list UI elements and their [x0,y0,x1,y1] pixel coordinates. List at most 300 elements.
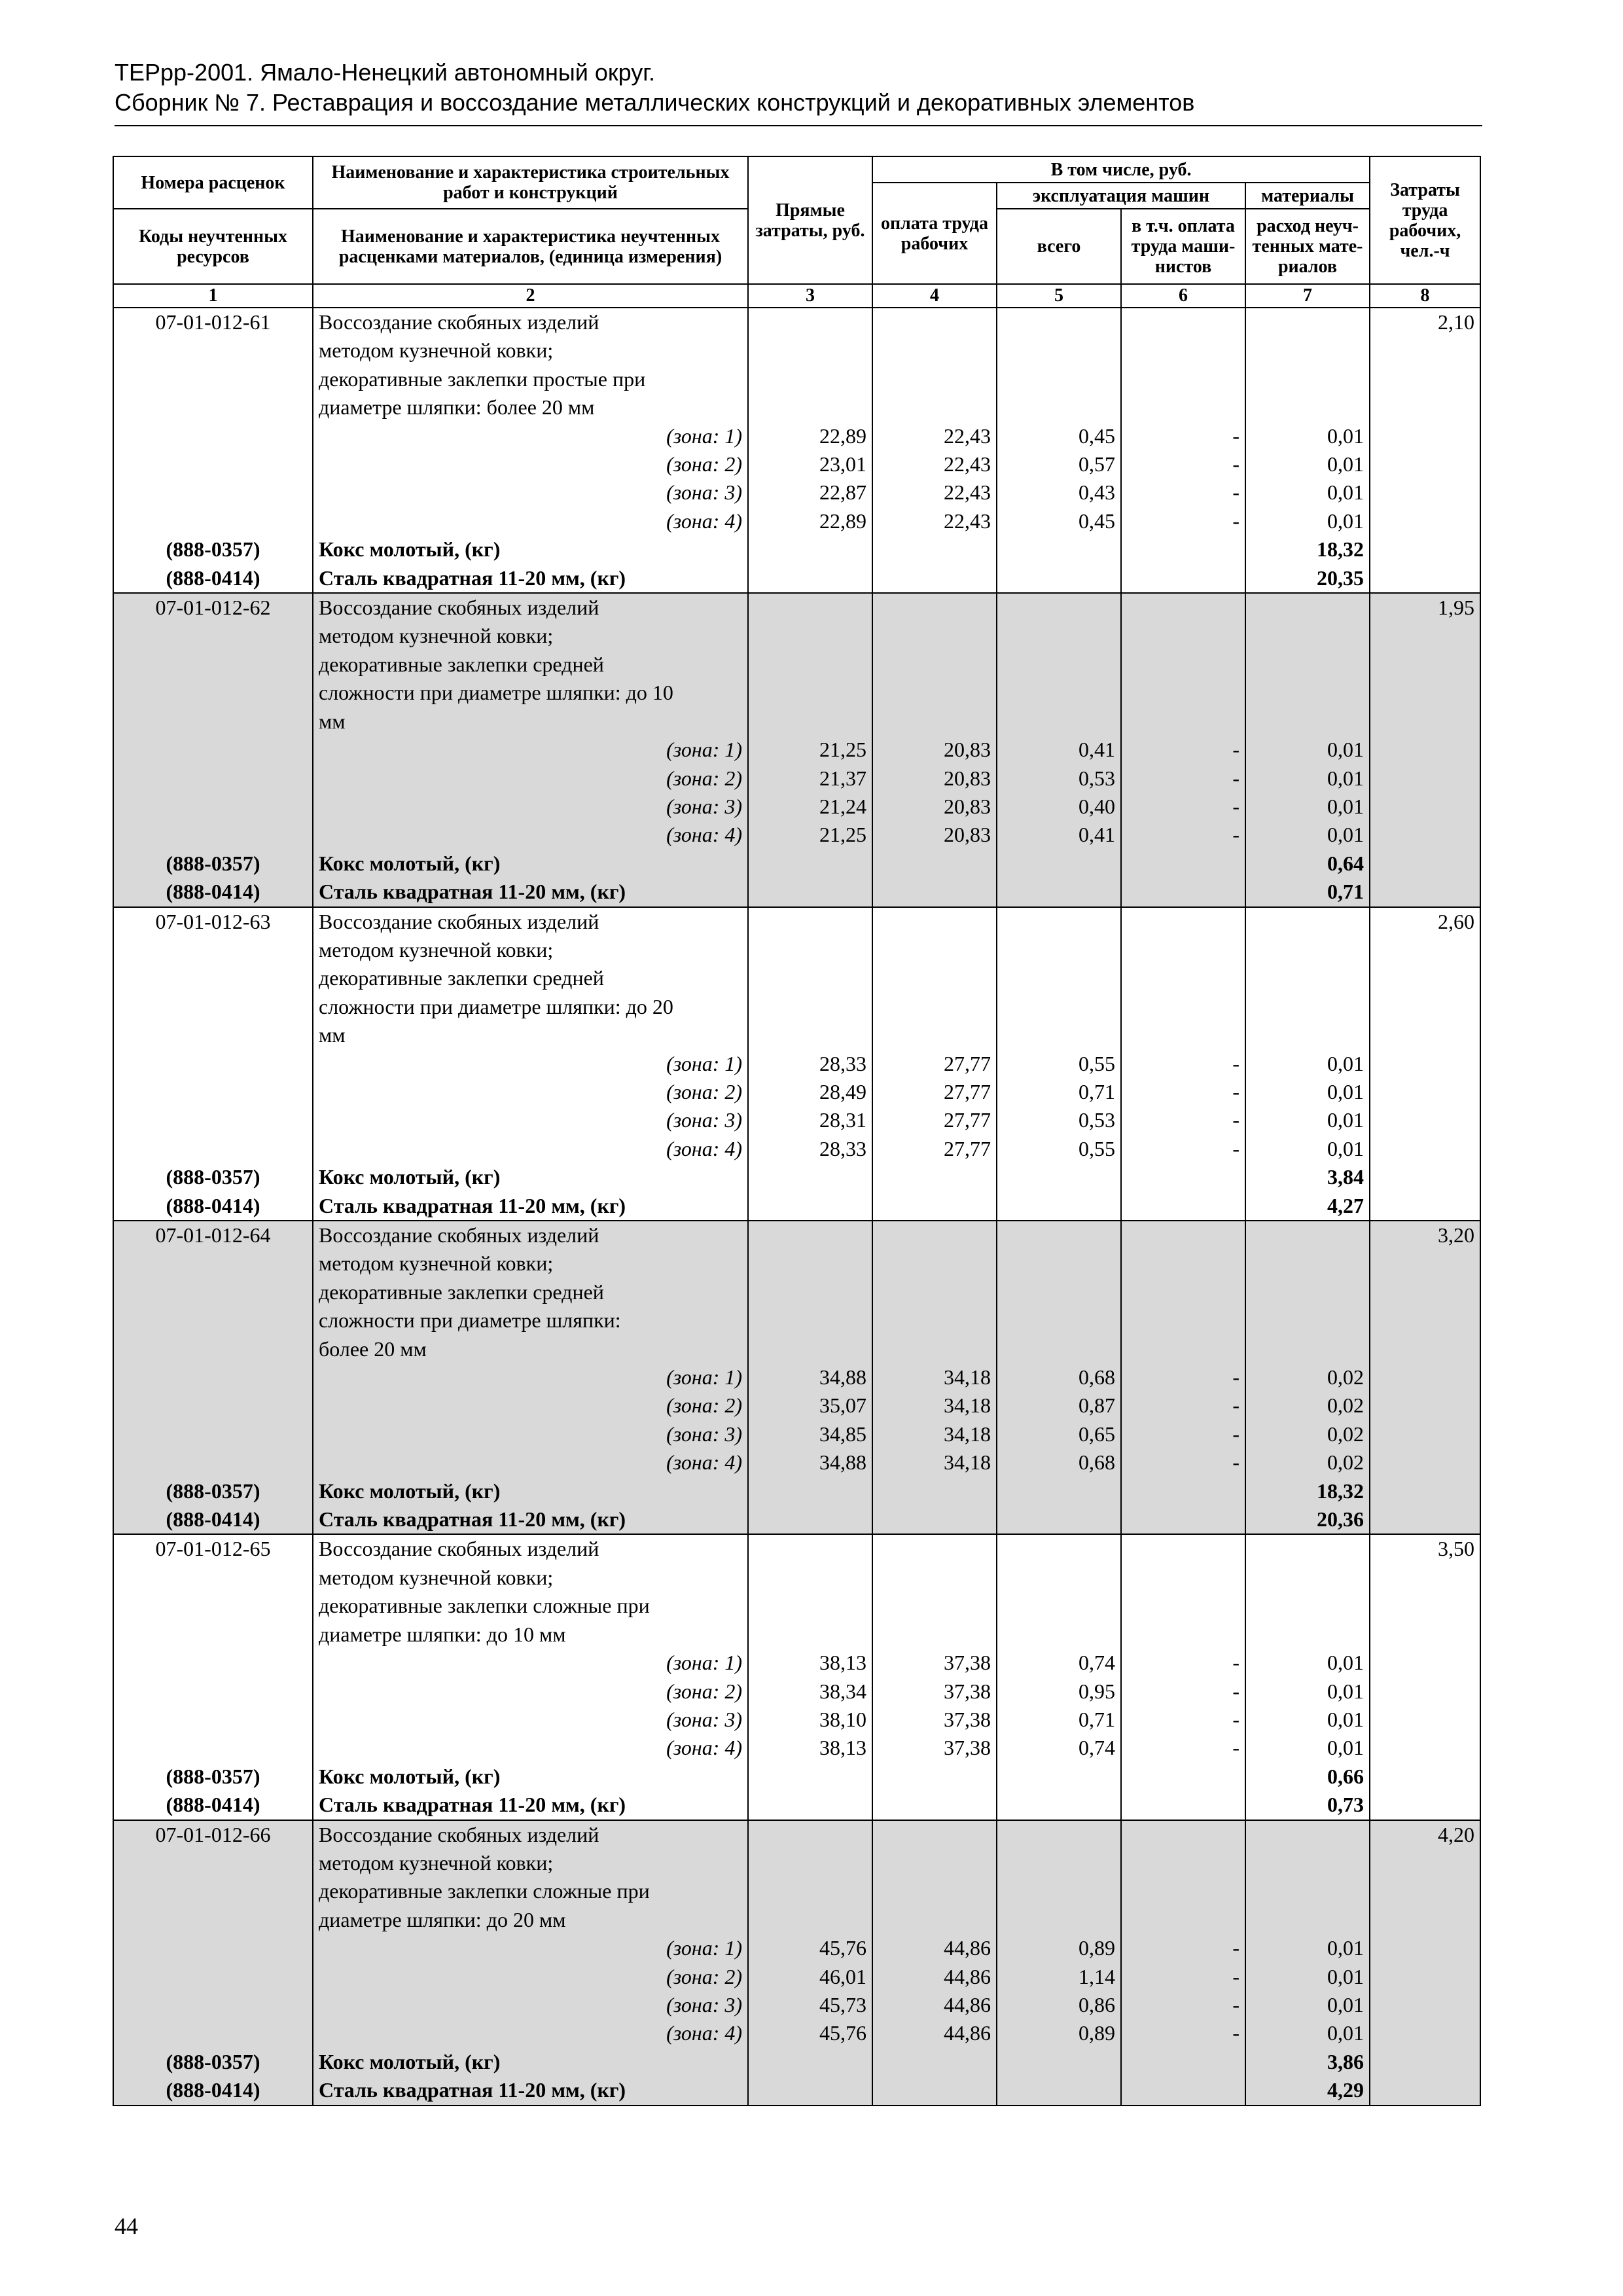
table-row [113,1791,1480,1820]
header-machines: эксплуатация машин [997,183,1245,209]
labor-costs: 1,95 [1370,593,1480,622]
rate-code [113,708,313,736]
empty-cell [1370,1791,1480,1820]
empty-cell [748,1534,872,1563]
resource-name: Сталь квадратная 11-20 мм, (кг) [313,1192,748,1221]
zone-label: (зона: 3) [313,1106,748,1134]
table-header [113,156,1480,308]
empty-cell [748,535,872,564]
table-row [113,1906,1480,1934]
materials-cost: 0,02 [1245,1448,1370,1477]
machinist-wages: - [1121,1135,1245,1163]
empty-cell [1245,1249,1370,1278]
empty-cell [997,1335,1121,1363]
empty-cell [872,878,997,906]
rate-code [113,365,313,393]
resource-quantity: 0,64 [1245,850,1370,878]
empty-cell [997,651,1121,679]
empty-cell [997,1249,1121,1278]
empty-cell [1370,1934,1480,1962]
empty-cell [872,1763,997,1791]
resource-name: Сталь квадратная 11-20 мм, (кг) [313,564,748,593]
workers-wages: 22,43 [872,450,997,478]
empty-cell [113,1677,313,1706]
column-number-2: 2 [313,284,748,308]
workers-wages: 44,86 [872,1991,997,2019]
empty-cell [997,1306,1121,1335]
zone-label: (зона: 1) [313,736,748,764]
empty-cell [997,1534,1121,1563]
zone-label: (зона: 1) [313,1050,748,1078]
machinist-wages: - [1121,1934,1245,1962]
column-number-5: 5 [997,284,1121,308]
machines-total: 0,68 [997,1363,1121,1391]
resource-quantity: 3,84 [1245,1163,1370,1191]
work-description: диаметре шляпки: более 20 мм [313,393,748,422]
materials-cost: 0,01 [1245,1078,1370,1106]
empty-cell [113,1363,313,1391]
empty-cell [1370,1163,1480,1191]
page-header [115,58,1482,118]
empty-cell [1245,679,1370,707]
empty-cell [872,1249,997,1278]
column-number-4: 4 [872,284,997,308]
empty-cell [997,393,1121,422]
empty-cell [748,622,872,650]
machinist-wages: - [1121,1649,1245,1677]
empty-cell [872,1820,997,1849]
work-description: декоративные заклепки средней [313,964,748,992]
empty-cell [113,1706,313,1734]
work-description: методом кузнечной ковки; [313,1564,748,1592]
header-material-consumption: расход неуч-тенных мате-риалов [1245,209,1370,284]
empty-cell [1245,1306,1370,1335]
collection-title: Сборник № 7. Реставрация и воссоздание металлических конструкций и декоративных элементов [115,89,1195,116]
empty-cell [872,1477,997,1505]
empty-cell [1121,1278,1245,1306]
labor-costs [1370,993,1480,1021]
labor-costs [1370,365,1480,393]
empty-cell [1121,850,1245,878]
work-description: Воссоздание скобяных изделий [313,907,748,936]
materials-cost: 0,01 [1245,478,1370,507]
resource-name: Сталь квадратная 11-20 мм, (кг) [313,878,748,906]
rate-group [113,1820,1480,2106]
empty-cell [997,308,1121,336]
empty-cell [748,2076,872,2105]
machines-total: 0,89 [997,2019,1121,2047]
empty-cell [1121,308,1245,336]
table-row [113,821,1480,849]
empty-cell [1370,1677,1480,1706]
header-direct-costs: Прямые затраты, руб. [748,156,872,284]
zone-label: (зона: 3) [313,1420,748,1448]
machines-total: 0,41 [997,821,1121,849]
direct-costs: 28,33 [748,1050,872,1078]
empty-cell [872,993,997,1021]
empty-cell [1121,1021,1245,1049]
empty-cell [748,936,872,964]
workers-wages: 27,77 [872,1135,997,1163]
empty-cell [1370,564,1480,593]
empty-cell [872,1192,997,1221]
empty-cell [1121,365,1245,393]
empty-cell [1370,2048,1480,2076]
table-row [113,1363,1480,1391]
machinist-wages: - [1121,793,1245,821]
header-material-name: Наименование и характеристика неучтенных расценками материалов, (единица измерения) [313,209,748,284]
empty-cell [748,1849,872,1877]
table-row [113,2019,1480,2047]
empty-cell [872,1306,997,1335]
rates-table [113,156,1481,2106]
machinist-wages: - [1121,1963,1245,1991]
direct-costs: 35,07 [748,1391,872,1420]
zone-label: (зона: 2) [313,1391,748,1420]
empty-cell [997,1278,1121,1306]
table-row [113,1221,1480,1249]
empty-cell [872,850,997,878]
labor-costs: 3,20 [1370,1221,1480,1249]
materials-cost: 0,01 [1245,1734,1370,1762]
rate-code [113,1021,313,1049]
empty-cell [1121,1221,1245,1249]
rate-group [113,593,1480,906]
empty-cell [997,1849,1121,1877]
empty-cell [997,708,1121,736]
direct-costs: 21,25 [748,736,872,764]
empty-cell [113,1448,313,1477]
empty-cell [748,964,872,992]
workers-wages: 22,43 [872,507,997,535]
machinist-wages: - [1121,1078,1245,1106]
table-row [113,2076,1480,2105]
table-row [113,964,1480,992]
resource-name: Кокс молотый, (кг) [313,1477,748,1505]
empty-cell [1370,478,1480,507]
empty-cell [872,1221,997,1249]
empty-cell [1121,1791,1245,1820]
labor-costs: 2,10 [1370,308,1480,336]
empty-cell [1121,679,1245,707]
direct-costs: 38,13 [748,1649,872,1677]
empty-cell [1370,1991,1480,2019]
work-description: мм [313,1021,748,1049]
machinist-wages: - [1121,507,1245,535]
empty-cell [1121,1192,1245,1221]
rate-code [113,1278,313,1306]
work-description: декоративные заклепки средней [313,651,748,679]
direct-costs: 45,73 [748,1991,872,2019]
empty-cell [748,1249,872,1278]
materials-cost: 0,01 [1245,2019,1370,2047]
direct-costs: 28,31 [748,1106,872,1134]
table-row [113,1934,1480,1962]
empty-cell [997,964,1121,992]
table-row [113,1820,1480,1849]
empty-cell [1121,1335,1245,1363]
empty-cell [997,936,1121,964]
machinist-wages: - [1121,1734,1245,1762]
empty-cell [1245,393,1370,422]
materials-cost: 0,01 [1245,1934,1370,1962]
resource-quantity: 4,29 [1245,2076,1370,2105]
empty-cell [748,651,872,679]
empty-cell [997,1021,1121,1049]
table-row [113,993,1480,1021]
empty-cell [748,1505,872,1534]
rate-code [113,1906,313,1934]
empty-cell [997,679,1121,707]
empty-cell [997,878,1121,906]
direct-costs: 21,24 [748,793,872,821]
empty-cell [1245,1849,1370,1877]
empty-cell [748,1221,872,1249]
workers-wages: 37,38 [872,1649,997,1677]
empty-cell [1121,878,1245,906]
empty-cell [997,535,1121,564]
work-description: декоративные заклепки сложные при [313,1592,748,1620]
table-row [113,1963,1480,1991]
table-row [113,1849,1480,1877]
work-description: методом кузнечной ковки; [313,936,748,964]
empty-cell [1245,1335,1370,1363]
labor-costs [1370,1877,1480,1905]
machinist-wages: - [1121,736,1245,764]
zone-label: (зона: 4) [313,1734,748,1762]
empty-cell [872,679,997,707]
rate-code [113,1592,313,1620]
header-rate-numbers: Номера расценок [113,156,313,209]
empty-cell [1121,1849,1245,1877]
empty-cell [1370,1078,1480,1106]
empty-cell [1370,1649,1480,1677]
resource-quantity: 0,73 [1245,1791,1370,1820]
rate-code [113,679,313,707]
machines-total: 0,74 [997,1734,1121,1762]
empty-cell [872,1505,997,1534]
resource-code: (888-0357) [113,535,313,564]
empty-cell [113,1420,313,1448]
direct-costs: 45,76 [748,1934,872,1962]
machinist-wages: - [1121,1363,1245,1391]
empty-cell [748,564,872,593]
empty-cell [1370,2076,1480,2105]
empty-cell [1121,993,1245,1021]
empty-cell [1370,422,1480,450]
machines-total: 0,57 [997,450,1121,478]
empty-cell [1370,1763,1480,1791]
empty-cell [1121,907,1245,936]
empty-cell [1121,1477,1245,1505]
machinist-wages: - [1121,1706,1245,1734]
column-number-1: 1 [113,284,313,308]
materials-cost: 0,01 [1245,422,1370,450]
rate-code [113,964,313,992]
rate-code [113,1621,313,1649]
workers-wages: 34,18 [872,1448,997,1477]
empty-cell [997,1791,1121,1820]
empty-cell [872,1278,997,1306]
zone-label: (зона: 1) [313,1649,748,1677]
table-row [113,1505,1480,1534]
header-machines-total: всего [997,209,1121,284]
empty-cell [997,850,1121,878]
empty-cell [1370,1192,1480,1221]
empty-cell [1370,736,1480,764]
resource-code: (888-0357) [113,1763,313,1791]
machines-total: 0,87 [997,1391,1121,1420]
labor-costs [1370,936,1480,964]
empty-cell [1370,1963,1480,1991]
machinist-wages: - [1121,450,1245,478]
table-row [113,1050,1480,1078]
resource-quantity: 18,32 [1245,535,1370,564]
machines-total: 0,68 [997,1448,1121,1477]
table-row [113,1391,1480,1420]
empty-cell [1121,564,1245,593]
empty-cell [748,1820,872,1849]
machinist-wages: - [1121,1448,1245,1477]
work-description: сложности при диаметре шляпки: до 10 [313,679,748,707]
workers-wages: 20,83 [872,764,997,793]
zone-label: (зона: 2) [313,1078,748,1106]
resource-code: (888-0357) [113,850,313,878]
empty-cell [748,907,872,936]
work-description: Воссоздание скобяных изделий [313,1534,748,1563]
empty-cell [1245,1877,1370,1905]
machinist-wages: - [1121,478,1245,507]
empty-cell [1245,365,1370,393]
empty-cell [1370,1135,1480,1163]
empty-cell [113,1106,313,1134]
work-description: более 20 мм [313,1335,748,1363]
empty-cell [1245,936,1370,964]
labor-costs [1370,1335,1480,1363]
labor-costs [1370,622,1480,650]
direct-costs: 34,88 [748,1363,872,1391]
machines-total: 0,53 [997,1106,1121,1134]
empty-cell [1370,1477,1480,1505]
rate-group [113,1221,1480,1534]
header-labor-costs: Затраты труда рабочих, чел.-ч [1370,156,1480,284]
empty-cell [997,365,1121,393]
empty-cell [1370,1391,1480,1420]
resource-code: (888-0414) [113,1505,313,1534]
empty-cell [748,993,872,1021]
empty-cell [113,1649,313,1677]
empty-cell [872,1564,997,1592]
document-title: ТЕРрр-2001. Ямало-Ненецкий автономный округ. [115,59,655,86]
empty-cell [748,1163,872,1191]
empty-cell [872,936,997,964]
materials-cost: 0,01 [1245,764,1370,793]
rate-code [113,1306,313,1335]
direct-costs: 38,34 [748,1677,872,1706]
labor-costs [1370,651,1480,679]
labor-costs [1370,964,1480,992]
empty-cell [113,507,313,535]
empty-cell [113,1135,313,1163]
workers-wages: 37,38 [872,1734,997,1762]
empty-cell [997,1564,1121,1592]
empty-cell [1245,1906,1370,1934]
direct-costs: 34,85 [748,1420,872,1448]
table-row [113,478,1480,507]
work-description: Воссоздание скобяных изделий [313,1221,748,1249]
resource-name: Сталь квадратная 11-20 мм, (кг) [313,1791,748,1820]
machines-total: 0,55 [997,1135,1121,1163]
table-row [113,1763,1480,1791]
work-description: Воссоздание скобяных изделий [313,308,748,336]
machines-total: 0,41 [997,736,1121,764]
empty-cell [748,1621,872,1649]
empty-cell [1370,1050,1480,1078]
workers-wages: 37,38 [872,1677,997,1706]
work-description: методом кузнечной ковки; [313,1849,748,1877]
machines-total: 0,71 [997,1078,1121,1106]
empty-cell [1245,1278,1370,1306]
resource-code: (888-0414) [113,1791,313,1820]
workers-wages: 34,18 [872,1391,997,1420]
rate-group [113,907,1480,1221]
empty-cell [997,1820,1121,1849]
rate-code [113,1564,313,1592]
empty-cell [748,1791,872,1820]
empty-cell [1245,308,1370,336]
table-row [113,1621,1480,1649]
empty-cell [748,679,872,707]
column-number-6: 6 [1121,284,1245,308]
empty-cell [997,1592,1121,1620]
labor-costs: 3,50 [1370,1534,1480,1563]
workers-wages: 27,77 [872,1106,997,1134]
table-row [113,622,1480,650]
resource-quantity: 18,32 [1245,1477,1370,1505]
zone-label: (зона: 2) [313,450,748,478]
table-row [113,564,1480,593]
empty-cell [872,1534,997,1563]
empty-cell [1121,936,1245,964]
machines-total: 0,95 [997,1677,1121,1706]
empty-cell [748,1906,872,1934]
rate-code: 07-01-012-61 [113,308,313,336]
empty-cell [872,2076,997,2105]
table-row [113,2048,1480,2076]
empty-cell [1245,622,1370,650]
empty-cell [872,1021,997,1049]
empty-cell [748,308,872,336]
empty-cell [748,878,872,906]
table-row [113,1078,1480,1106]
empty-cell [748,1278,872,1306]
work-description: диаметре шляпки: до 20 мм [313,1906,748,1934]
empty-cell [113,1734,313,1762]
machinist-wages: - [1121,1420,1245,1448]
zone-label: (зона: 4) [313,507,748,535]
machines-total: 0,74 [997,1649,1121,1677]
table-row [113,1592,1480,1620]
table-row [113,1192,1480,1221]
empty-cell [1121,622,1245,650]
empty-cell [1245,964,1370,992]
rate-group [113,1534,1480,1820]
rate-code [113,651,313,679]
empty-cell [1121,593,1245,622]
resource-quantity: 0,71 [1245,878,1370,906]
direct-costs: 23,01 [748,450,872,478]
machines-total: 0,43 [997,478,1121,507]
